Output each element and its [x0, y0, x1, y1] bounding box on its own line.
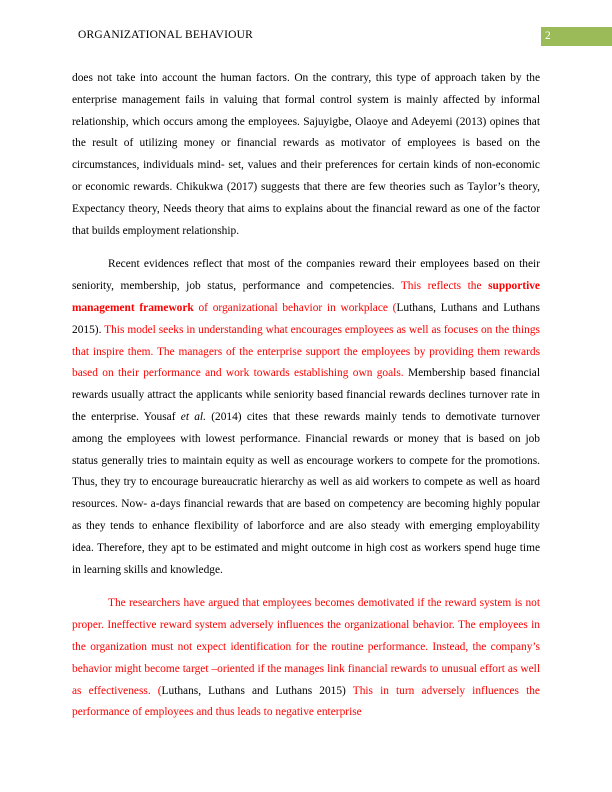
highlighted-text: This model seeks in understanding what encourages employees as well as focuses on the things that inspire them. The managers of the enterprise support the employees by providing them rewards based on their performance and work towards establishing own goals.: [72, 323, 540, 380]
bold-highlighted-term: supportive management framework: [72, 280, 540, 314]
citation-close: ).: [94, 323, 105, 336]
paragraph-2-text: (2014) cites that these rewards mainly tends to demotivate turnover among the employees with lowest performance. Financial rewards or money that is based on job status generally tries to maintain equity as well as encourage workers to compete for the promotions. Thus, they try to encourage bureaucratic hierarchy as well as aid workers to compete as well as hoard resources. Now- a-days financial rewards that are based on competency are becoming highly popular as they tends to enhance flexibility of laborforce and are also steady with emerging employability idea. Therefore, they apt to be estimated and might outcome in high cost as workers spend huge time in learning skills and knowledge.: [72, 410, 540, 576]
citation: Luthans, Luthans and Luthans 2015): [161, 684, 346, 697]
paragraph-3: [72, 593, 540, 724]
document-body: [72, 68, 540, 736]
paragraph-2-text: Recent evidences reflect that most of the companies reward their employees based on their seniority, membership, job status, performance and competencies.: [72, 258, 540, 293]
italic-citation: et al.: [180, 410, 206, 423]
citation: Luthans, Luthans and Luthans 2015: [72, 301, 540, 336]
paragraph-2: [72, 254, 540, 581]
paragraph-2-text: Membership based financial rewards usually attract the applicants while seniority based financial rewards declines turnover rate in the enterprise. Yousaf: [72, 367, 540, 423]
highlighted-text: This reflects the: [400, 280, 489, 293]
paragraph-1: does not take into account the human factors. On the contrary, this type of approach taken by the enterprise management fails in valuing that formal control system is mainly affected by informal relationship, which occurs among the employees. Sajuyigbe, Olaoye and Adeyemi (2013) opines that the result of utilizing money or financial rewards as motivator of employees is based on the circumstances, individuals mind- set, values and their preferences for certain kinds of non-economic or economic rewards. Chikukwa (2017) suggests that there are few theories such as Taylor’s theory, Expectancy theory, Needs theory that aims to explains about the financial reward as one of the factor that builds employment relationship.: [72, 72, 540, 237]
highlighted-text: of organizational behavior in workplace (: [193, 301, 397, 314]
highlighted-text: This in turn adversely influences the performance of employees and thus leads to negative enterprise: [72, 684, 540, 719]
running-header: ORGANIZATIONAL BEHAVIOUR: [78, 29, 254, 41]
highlighted-text: The researchers have argued that employees becomes demotivated if the reward system is not proper. Ineffective reward system adversely influences the organizational behavior. The employees in the organization must not expect identification for the routine performance. Instead, the company’s behavior might become target –oriented if the manages link financial rewards to unusual effort as well as effectiveness. (: [72, 597, 540, 697]
page-number: 2: [541, 27, 612, 46]
